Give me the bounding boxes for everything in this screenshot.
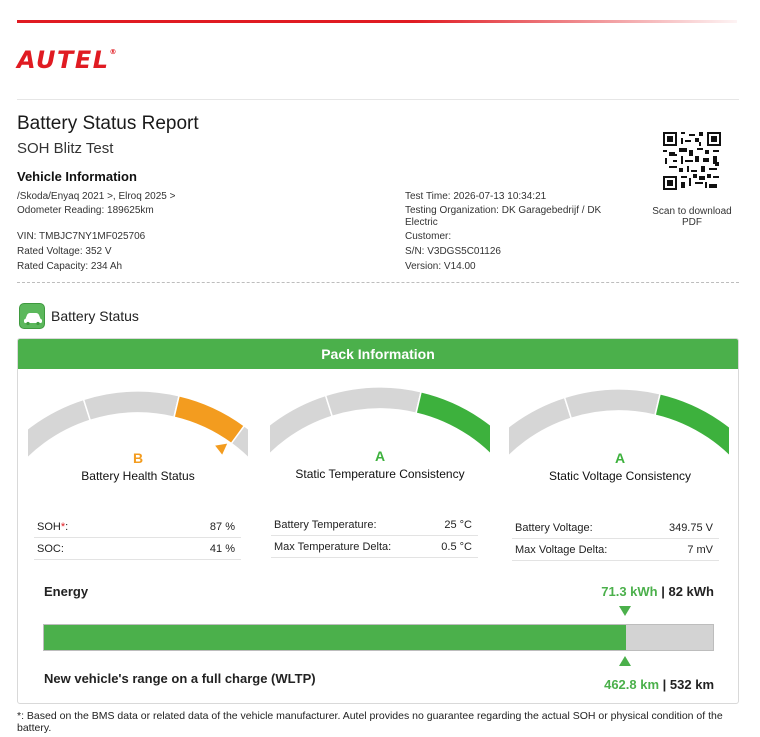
soh-row (34, 516, 241, 538)
voltage-consistency-grade: A (614, 450, 626, 466)
version: Version: V14.00 (405, 261, 476, 272)
gauge-pointer-icon (215, 444, 227, 455)
pack-information-header: Pack Information (18, 339, 738, 369)
energy-bar (43, 624, 714, 651)
footnote: *: Based on the BMS data or related data of the vehicle manufacturer. Autel provides no guarantee regarding the actual SOH or physical condition of the battery. (17, 710, 723, 734)
battery-temperature-value: 25 °C (444, 519, 472, 531)
max-temperature-delta-value: 0.5 °C (441, 541, 472, 553)
autel-logo: AUTEL® (17, 46, 119, 74)
max-voltage-delta-key: Max Voltage Delta: (515, 544, 608, 556)
temperature-consistency-grade: A (374, 448, 386, 464)
test-time: Test Time: 2026-07-13 10:34:21 (405, 191, 547, 202)
qr-caption: Scan to download PDF (652, 206, 732, 228)
battery-temperature-key: Battery Temperature: (274, 519, 377, 531)
rated-capacity: Rated Capacity: 234 Ah (17, 261, 123, 272)
energy-value: 71.3 kWh | 82 kWh (601, 584, 714, 599)
battery-car-icon (19, 303, 45, 329)
soh-key: SOH*: (37, 521, 69, 533)
battery-temperature-row (271, 514, 478, 536)
testing-organization-cont: Electric (405, 217, 438, 228)
soc-value: 41 % (209, 543, 235, 555)
customer: Customer: (405, 231, 452, 242)
temperature-consistency-label: Static Temperature Consistency (295, 467, 465, 481)
vin: VIN: TMBJC7NY1MF025706 (17, 231, 146, 242)
battery-voltage-value: 349.75 V (668, 522, 713, 534)
energy-label: Energy (44, 584, 89, 599)
qr-code-icon[interactable] (663, 132, 721, 190)
gauge-segment (565, 389, 661, 418)
soc-row (34, 538, 241, 560)
range-label: New vehicle's range on a full charge (WLTP) (44, 671, 316, 686)
battery-voltage-row (512, 517, 719, 539)
battery-voltage-key: Battery Voltage: (515, 522, 593, 534)
gauge-segment (270, 395, 332, 462)
odometer-reading: Odometer Reading: 189625km (17, 205, 154, 216)
header-accent-line (17, 20, 737, 23)
vehicle-info-heading: Vehicle Information (17, 169, 137, 184)
gauge-fill (655, 394, 729, 464)
max-temperature-delta-key: Max Temperature Delta: (274, 541, 392, 553)
soh-value: 87 % (209, 521, 235, 533)
report-title: Battery Status Report (17, 113, 199, 134)
gauge-fill (416, 392, 490, 462)
battery-health-label: Battery Health Status (81, 469, 195, 483)
max-temperature-delta-row (271, 536, 478, 558)
vehicle-model: /Skoda/Enyaq 2021 >, Elroq 2025 > (17, 191, 176, 202)
gauge-segment (509, 397, 571, 464)
section-divider (17, 282, 739, 283)
range-value: 462.8 km | 532 km (604, 677, 714, 692)
energy-bar-fill (44, 625, 626, 650)
gauge-segment (28, 399, 90, 466)
voltage-consistency-label: Static Voltage Consistency (548, 469, 692, 483)
gauge-fill (174, 396, 244, 444)
battery-health-grade: B (132, 450, 144, 466)
soc-key: SOC: (37, 543, 64, 555)
gauge-segment (326, 387, 422, 416)
gauge-segment (84, 391, 180, 420)
max-voltage-delta-value: 7 mV (687, 544, 713, 556)
max-voltage-delta-row (512, 539, 719, 561)
energy-marker-icon (619, 606, 631, 616)
testing-organization: Testing Organization: DK Garagebedrijf / DK (405, 205, 602, 216)
header-divider (17, 99, 739, 100)
rated-voltage: Rated Voltage: 352 V (17, 246, 112, 257)
report-subtitle: SOH Blitz Test (17, 140, 114, 157)
range-marker-icon (619, 656, 631, 666)
serial-number: S/N: V3DGS5C01126 (405, 246, 501, 257)
battery-status-title: Battery Status (51, 308, 139, 324)
